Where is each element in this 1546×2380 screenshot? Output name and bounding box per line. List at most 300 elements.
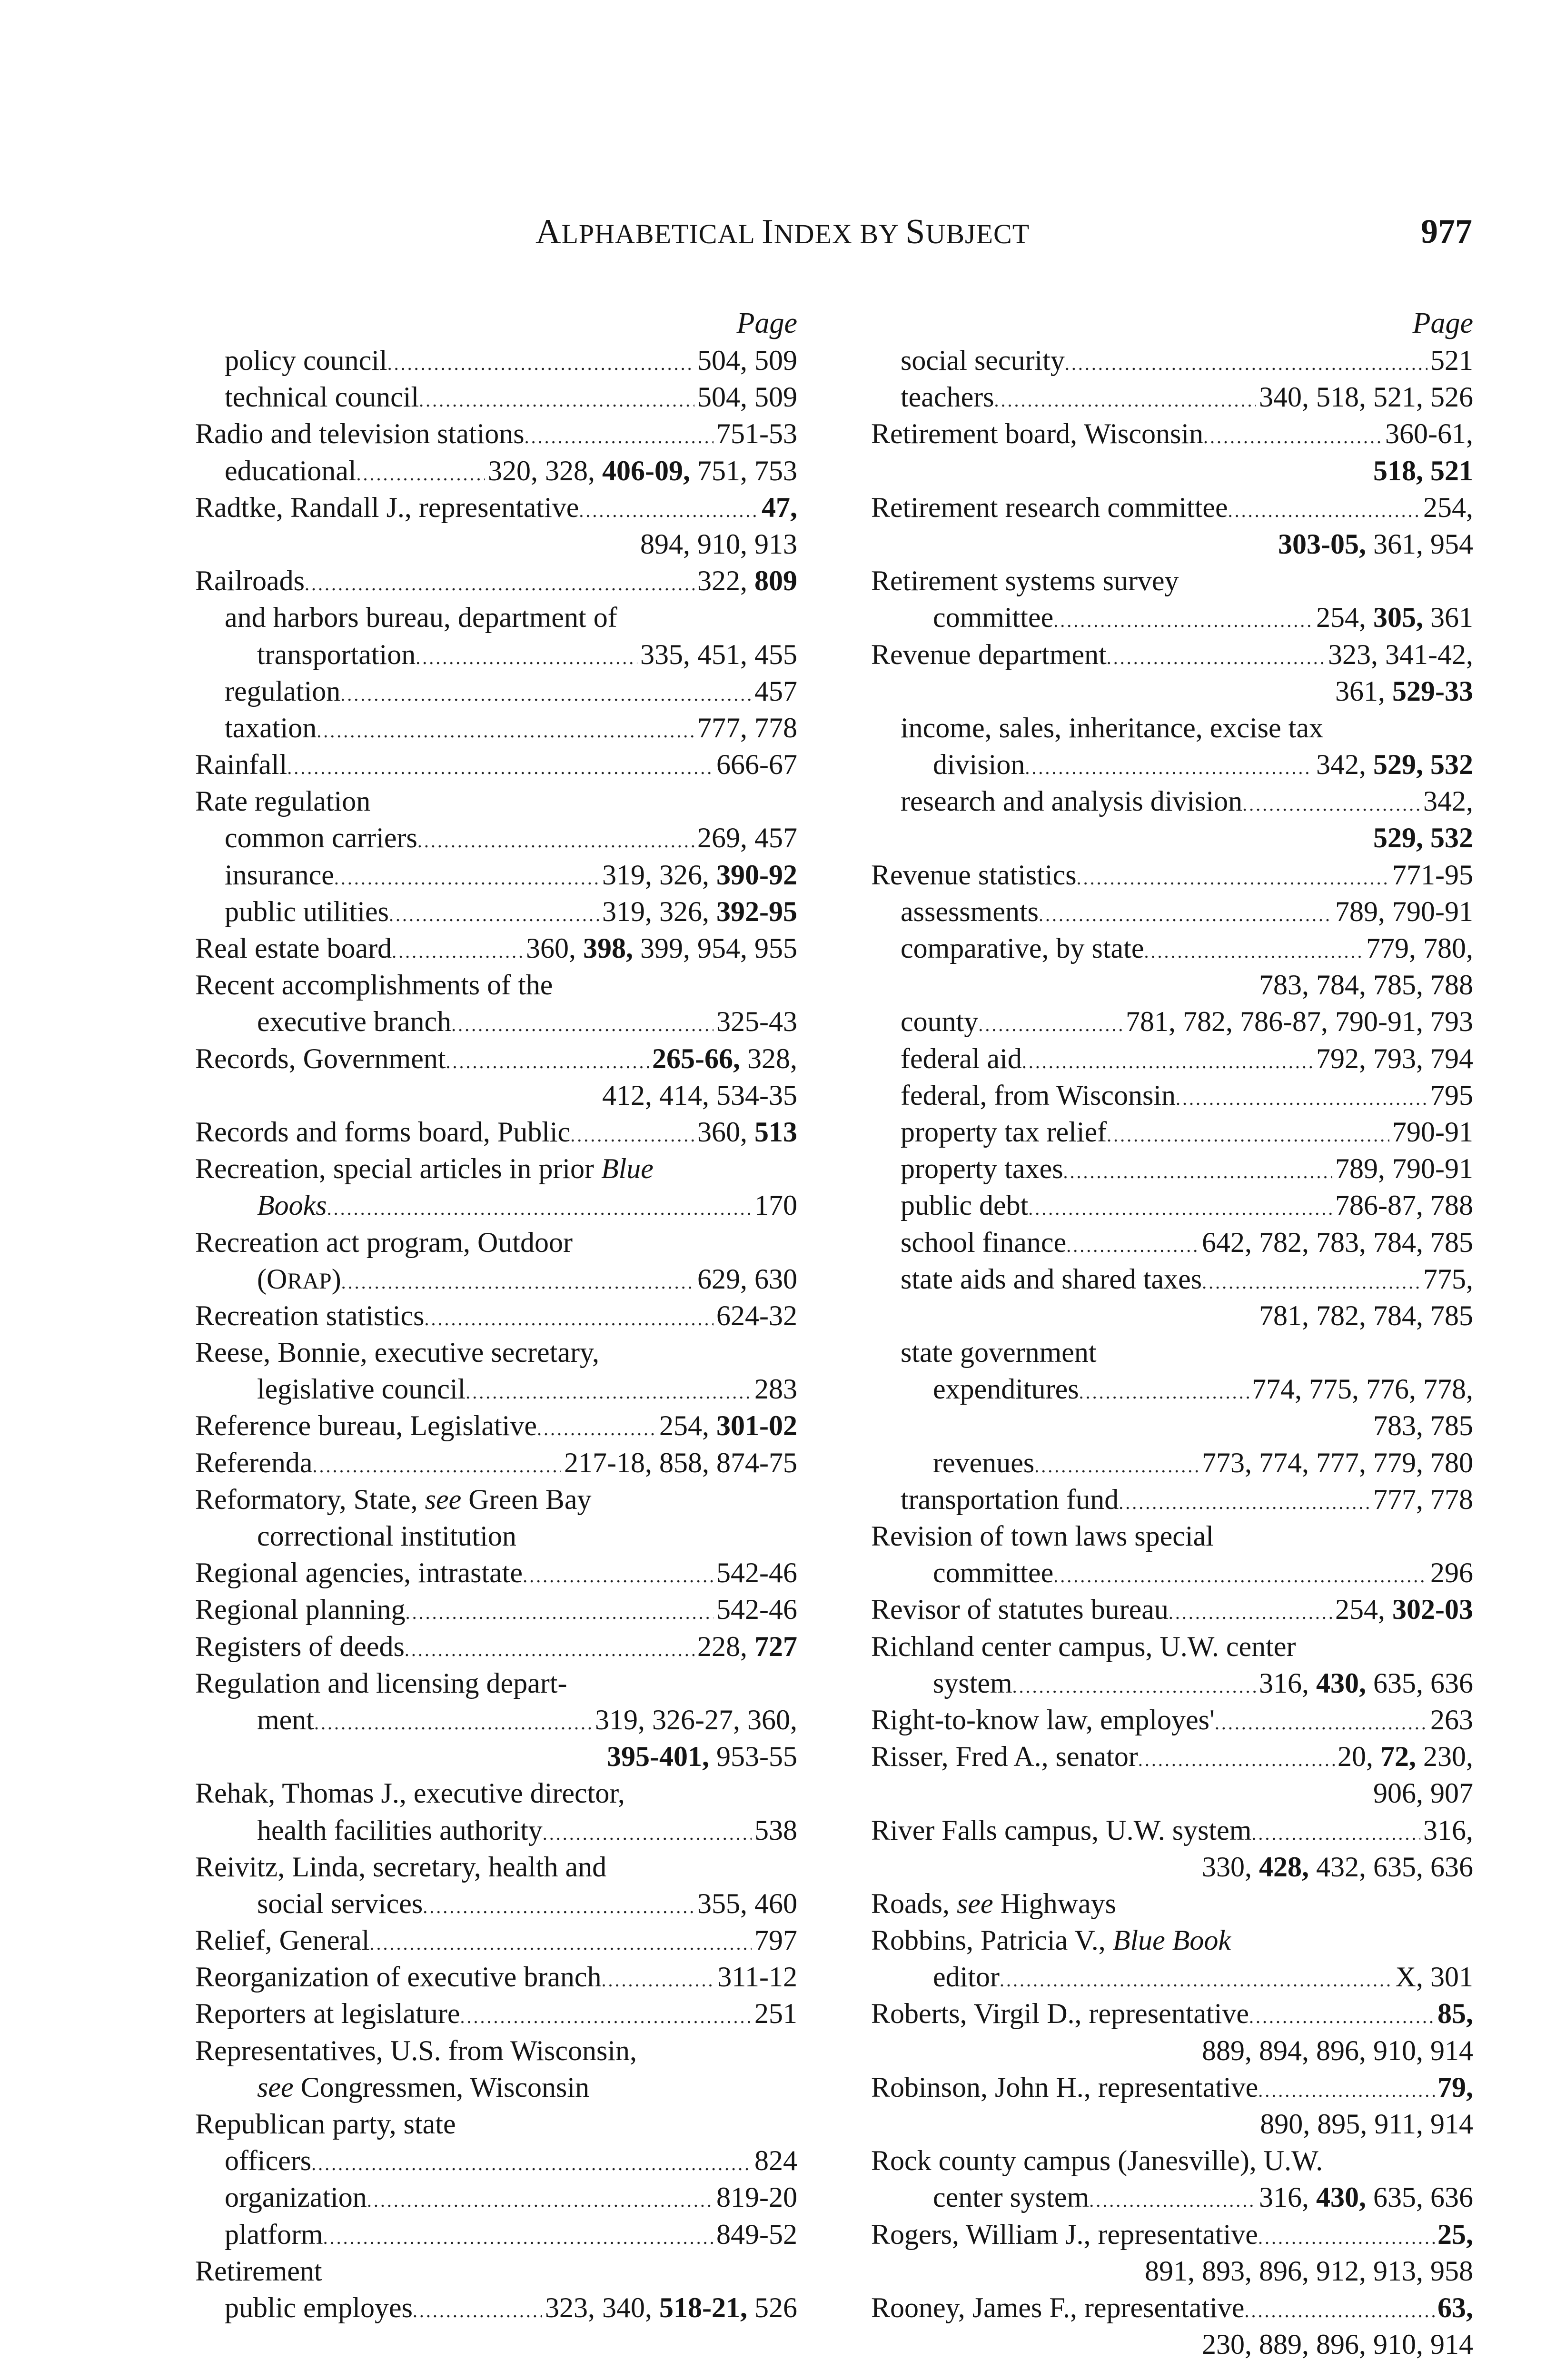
page-reference: 642, 782, 783, 784, 785 [1202,1226,1473,1258]
index-term: committee [933,1557,1054,1589]
dot-leader [525,416,714,452]
page-reference: 727 [754,1630,797,1662]
page-reference: 263 [1430,1704,1473,1735]
index-entry [195,1812,797,1849]
dot-leader [1107,1114,1389,1150]
index-line-continuation [871,2033,1473,2069]
page-reference: 79, [1437,2071,1473,2103]
dot-leader [1000,1959,1393,1995]
page-reference: 781, 782, 786-87, 790-91, 793 [1126,1006,1473,1038]
dot-leader [1025,746,1313,783]
index-line-continuation [195,1738,797,1775]
index-entry [195,1628,797,1665]
index-entry [871,416,1473,452]
dot-leader [1244,2290,1435,2326]
page-reference: 323, 341-42, [1328,638,1473,670]
page-references [1435,1995,1473,2032]
page-reference: 790-91 [1392,1116,1473,1148]
dot-leader [340,673,752,710]
page-column-label: Page [1412,307,1473,339]
index-line-continuation [871,2253,1473,2290]
index-term: income, sales, inheritance, excise tax [901,712,1323,744]
page-references [1420,489,1473,526]
dot-leader [323,2216,714,2253]
index-entry [871,710,1473,746]
index-term: public utilities [225,895,389,927]
dot-leader [425,1298,714,1334]
index-entry [195,1150,797,1187]
page-reference: 392-95 [716,895,797,927]
index-entry [871,2290,1473,2326]
index-column-right [871,306,1473,2363]
index-term: Retirement [195,2255,322,2287]
dot-leader [1107,636,1325,673]
page-reference: 254, [1316,602,1373,634]
index-entry [871,1959,1473,1995]
index-term: social services [257,1887,423,1919]
index-entry [871,636,1473,673]
index-term: Roads, see Highways [871,1887,1116,1919]
index-entry [871,1995,1473,2032]
dot-leader [413,2290,542,2326]
dot-leader [419,379,694,416]
dot-leader [1066,1224,1199,1261]
page-reference: 319, 326, [602,895,717,927]
index-term: transportation fund [901,1483,1119,1515]
page-reference: 296 [1430,1557,1473,1589]
index-entry [871,930,1473,967]
index-entry [195,2179,797,2216]
index-term: Reorganization of executive branch [195,1961,602,1993]
page-reference: 504, 509 [697,345,797,376]
index-entry [195,379,797,416]
page-references [523,930,797,967]
italic-term: Books [257,1190,327,1221]
index-entry [195,1445,797,1481]
index-term: Reformatory, State, see Green Bay [195,1483,592,1515]
page-reference: 432, 635, 636 [1309,1851,1473,1883]
page-reference: 251 [754,1998,797,2030]
index-term: public employes [225,2291,413,2323]
dot-leader [406,1591,714,1628]
index-entry [871,563,1473,599]
dot-leader [311,2142,752,2179]
page-reference: 751, 753 [690,455,797,486]
dot-leader [1203,416,1382,452]
page-reference: 890, 895, 911, 914 [1260,2108,1473,2140]
index-term: comparative, by state [901,932,1144,964]
page-references [561,1445,797,1481]
index-entry [195,893,797,930]
page-reference: 786-87, 788 [1335,1190,1473,1221]
index-entry [195,1261,797,1298]
index-term: Roberts, Virgil D., representative [871,1998,1249,2030]
page-references [714,1959,797,1995]
page-reference: 529, 532 [1373,822,1473,854]
page-reference: 254, [1335,1594,1393,1626]
index-line-continuation [871,1298,1473,1334]
page-references [1123,1003,1473,1040]
page-references [694,342,797,379]
page-references [1427,1555,1473,1591]
index-term: Rogers, William J., representative [871,2218,1258,2250]
page-reference: 361, [1335,675,1393,707]
page-reference: 777, 778 [1373,1483,1473,1515]
index-entry [195,1298,797,1334]
index-entry [195,416,797,452]
page-references [752,1187,797,1224]
page-references [714,416,797,452]
page-references [1332,1150,1473,1187]
index-term: Railroads [195,565,305,597]
page-reference: 783, 785 [1373,1410,1473,1442]
dot-leader [1063,1150,1332,1187]
index-entry [871,1555,1473,1591]
page-references [714,1298,797,1334]
page-reference: 789, 790-91 [1335,895,1473,927]
index-entry [195,489,797,526]
page-reference: 538 [754,1814,797,1846]
page-reference: X, 301 [1395,1961,1473,1993]
page-reference: 335, 451, 455 [640,638,797,670]
page-references [1332,1591,1473,1628]
index-term: Relief, General [195,1924,370,1956]
index-term: Referenda [195,1447,313,1478]
index-entry [195,1922,797,1959]
page-column-label: Page [736,307,797,339]
page-reference: 72, [1380,1741,1416,1773]
index-entry [195,1665,797,1702]
index-term: Rate regulation [195,785,371,817]
index-line-continuation [871,1775,1473,1812]
dot-leader [369,1922,752,1959]
page-references [1335,1738,1473,1775]
dot-leader [1176,1077,1427,1114]
index-term: platform [225,2218,323,2250]
page-reference: 361, 954 [1366,528,1473,560]
page-reference: 889, 894, 896, 910, 914 [1202,2034,1473,2066]
index-term: Rehak, Thomas J., executive director, [195,1777,625,1809]
index-line-continuation [871,673,1473,710]
index-term: River Falls campus, U.W. system [871,1814,1252,1846]
index-term: Richland center campus, U.W. center [871,1630,1296,1662]
page-references [1313,1041,1473,1077]
index-entries [195,342,797,2326]
page-reference: 360, [526,932,583,964]
page-reference: 457 [754,675,797,707]
page-reference: 518-21, [659,2291,747,2323]
index-term: officers [225,2145,312,2177]
dot-leader [537,1408,656,1444]
page-references [1256,2179,1473,2216]
index-entry [195,1114,797,1150]
page-references [1249,1371,1473,1408]
index-entry [195,673,797,710]
dot-leader [460,1995,752,2032]
page-references [694,1261,797,1298]
index-entry [195,636,797,673]
index-term: and harbors bureau, department of [225,602,617,634]
index-term: revenues [933,1447,1035,1478]
index-entry [871,1628,1473,1665]
italic-term: see [257,2071,294,2103]
index-term: Revision of town laws special [871,1520,1214,1552]
index-term: state aids and shared taxes [901,1263,1202,1295]
index-term: federal aid [901,1042,1022,1074]
index-entry [195,1003,797,1040]
index-term: federal, from Wisconsin [901,1079,1176,1111]
page-reference: 542-46 [716,1557,797,1589]
dot-leader [1228,489,1420,526]
dot-leader [1249,1995,1435,2032]
index-entry [871,857,1473,893]
page-reference: 301-02 [716,1410,797,1442]
page-references [694,379,797,416]
index-term: committee [933,602,1054,634]
page-references [752,1812,797,1849]
index-entry [195,1959,797,1995]
page-reference: 430, [1316,1667,1366,1699]
index-term: Robinson, John H., representative [871,2071,1259,2103]
italic-term: see [957,1887,993,1919]
index-entry [871,1518,1473,1555]
page-references [694,563,797,599]
page-references [1420,1812,1473,1849]
dot-leader [994,379,1256,416]
page-reference: 320, 328, [488,455,603,486]
index-entry [871,1077,1473,1114]
page-reference: 783, 784, 785, 788 [1259,969,1473,1001]
page-references [694,1114,797,1150]
italic-term: Blue Book [1112,1924,1231,1956]
page-reference: 85, [1437,1998,1473,2030]
page-reference: 395-401, [607,1741,710,1773]
page-reference: 795 [1430,1079,1473,1111]
index-term: Regulation and licensing depart- [195,1667,567,1699]
index-entries [871,342,1473,2363]
index-entry [871,1738,1473,1775]
dot-leader [317,710,694,746]
page-references [752,1371,797,1408]
index-entry [871,2069,1473,2106]
page-references [1370,1481,1473,1518]
page-reference: 518, 521 [1373,455,1473,486]
page-reference: 217-18, 858, 874-75 [564,1447,797,1478]
page-references [1313,746,1473,783]
page-reference: 777, 778 [697,712,797,744]
dot-leader [1251,1812,1420,1849]
page-reference: 311-12 [717,1961,797,1993]
page-reference: 342, [1423,785,1473,817]
page-reference: 809 [754,565,797,597]
dot-leader [978,1003,1123,1040]
page-reference: 322, [697,565,754,597]
index-entry [195,1995,797,2032]
page-reference: 316, [1259,2182,1316,2213]
dot-leader [446,1041,649,1077]
index-entry [195,857,797,893]
page-reference: 360, [697,1116,754,1148]
page-references [1325,636,1473,673]
page-references [694,1628,797,1665]
dot-leader [1242,783,1420,820]
index-term: research and analysis division [901,785,1243,817]
dot-leader [417,820,694,856]
index-term: social security [901,345,1065,376]
index-entry [195,1849,797,1885]
page-references [752,1922,797,1959]
page-number: 977 [1421,212,1472,250]
index-entry [871,1885,1473,1922]
index-entry [871,783,1473,820]
index-entry [195,2142,797,2179]
dot-leader [1089,2179,1256,2216]
index-term: legislative council [257,1373,466,1405]
page-references [694,1885,797,1922]
index-term: Reference bureau, Legislative [195,1410,537,1442]
page-reference: 265-66, [652,1042,740,1074]
page-reference: 894, 910, 913 [640,528,797,560]
dot-leader [1034,1445,1199,1481]
index-entry [871,1445,1473,1481]
page-reference: 170 [754,1190,797,1221]
page-references [485,453,797,489]
index-term: county [901,1006,979,1038]
index-entry [195,1518,797,1555]
index-entry [195,2106,797,2142]
dot-leader [1144,930,1363,967]
page-references [752,2142,797,2179]
page-references [694,710,797,746]
page-reference: 779, 780, [1366,932,1473,964]
page-reference: 360-61, [1385,418,1473,450]
index-line-continuation [871,2326,1473,2363]
index-entry [195,453,797,489]
page-reference: 775, [1423,1263,1473,1295]
index-term: insurance [225,859,334,891]
index-term: state government [901,1337,1097,1368]
page-reference: 303-05, [1278,528,1366,560]
index-term: Rooney, James F., representative [871,2291,1245,2323]
page-reference: 316, [1259,1667,1316,1699]
page-reference: 529-33 [1392,675,1473,707]
dot-leader [327,1187,752,1224]
dot-leader [1039,893,1332,930]
index-term: center system [933,2182,1090,2213]
page-reference: 504, 509 [697,381,797,413]
small-caps-term: RAP [287,1268,332,1294]
dot-leader [392,930,523,967]
page-references [714,1591,797,1628]
dot-leader [1169,1591,1332,1628]
dot-leader [523,1555,714,1591]
dot-leader [1079,1371,1249,1408]
index-entry [195,1555,797,1591]
italic-term: see [425,1483,462,1515]
index-entry [195,746,797,783]
index-term: editor [933,1961,1000,1993]
dot-leader [1138,1738,1335,1775]
page-references [1389,857,1473,893]
index-entry [195,1334,797,1371]
page-references [1363,930,1473,967]
index-entry [195,710,797,746]
page-reference: 25, [1437,2218,1473,2250]
page-reference: 824 [754,2145,797,2177]
page-references [637,636,797,673]
page-references [714,746,797,783]
index-entry [871,1702,1473,1738]
index-line-continuation [871,967,1473,1003]
index-entry [195,1187,797,1224]
index-term: Republican party, state [195,2108,456,2140]
page-references [1427,1077,1473,1114]
page-reference: 529, 532 [1373,749,1473,781]
page-reference: 521 [1430,345,1473,376]
page-reference: 773, 774, 777, 779, 780 [1202,1447,1473,1478]
dot-leader [579,489,759,526]
dot-leader [1065,342,1427,379]
index-term: regulation [225,675,341,707]
page-reference: 624-32 [716,1299,797,1331]
index-term [257,1187,327,1224]
index-entry [871,1150,1473,1187]
page-reference: 635, 636 [1366,1667,1473,1699]
page-references [752,1995,797,2032]
index-line-continuation [871,1849,1473,1885]
index-entry [195,1408,797,1444]
dot-leader [1258,2216,1435,2253]
index-entry [871,1224,1473,1261]
index-term: expenditures [933,1373,1079,1405]
page-references [1382,416,1473,452]
index-term: Real estate board [195,932,392,964]
page-references [714,1555,797,1591]
italic-term: Blue [601,1153,654,1185]
page-reference: 906, 907 [1373,1777,1473,1809]
index-line-continuation [871,820,1473,856]
index-term: Reporters at legislature [195,1998,460,2030]
page-reference: 228, [697,1630,754,1662]
page-references [714,2216,797,2253]
page-reference: 629, 630 [697,1263,797,1295]
index-term: policy council [225,345,387,376]
page-reference: 399, 954, 955 [633,932,797,964]
index-entry [195,1224,797,1261]
index-term: taxation [225,712,317,744]
page-reference: 542-46 [716,1594,797,1626]
index-term: Right-to-know law, employes' [871,1704,1215,1735]
index-entry [195,820,797,856]
index-entry [195,930,797,967]
page-reference: 20, [1338,1741,1380,1773]
page-references [599,857,797,893]
index-term: ment [257,1704,314,1735]
page-reference: 751-53 [716,418,797,450]
index-term: property taxes [901,1153,1063,1185]
index-term: common carriers [225,822,417,854]
page-reference: 781, 782, 784, 785 [1259,1299,1473,1331]
page-reference: 323, 340, [545,2291,660,2323]
page-reference: 526 [747,2291,797,2323]
dot-leader [357,453,485,489]
index-term: see Congressmen, Wisconsin [257,2071,590,2103]
page-reference: 428, [1259,1851,1309,1883]
index-entry [871,1187,1473,1224]
index-term: Records, Government [195,1042,446,1074]
index-term: Rainfall [195,749,287,781]
index-term: technical council [225,381,419,413]
